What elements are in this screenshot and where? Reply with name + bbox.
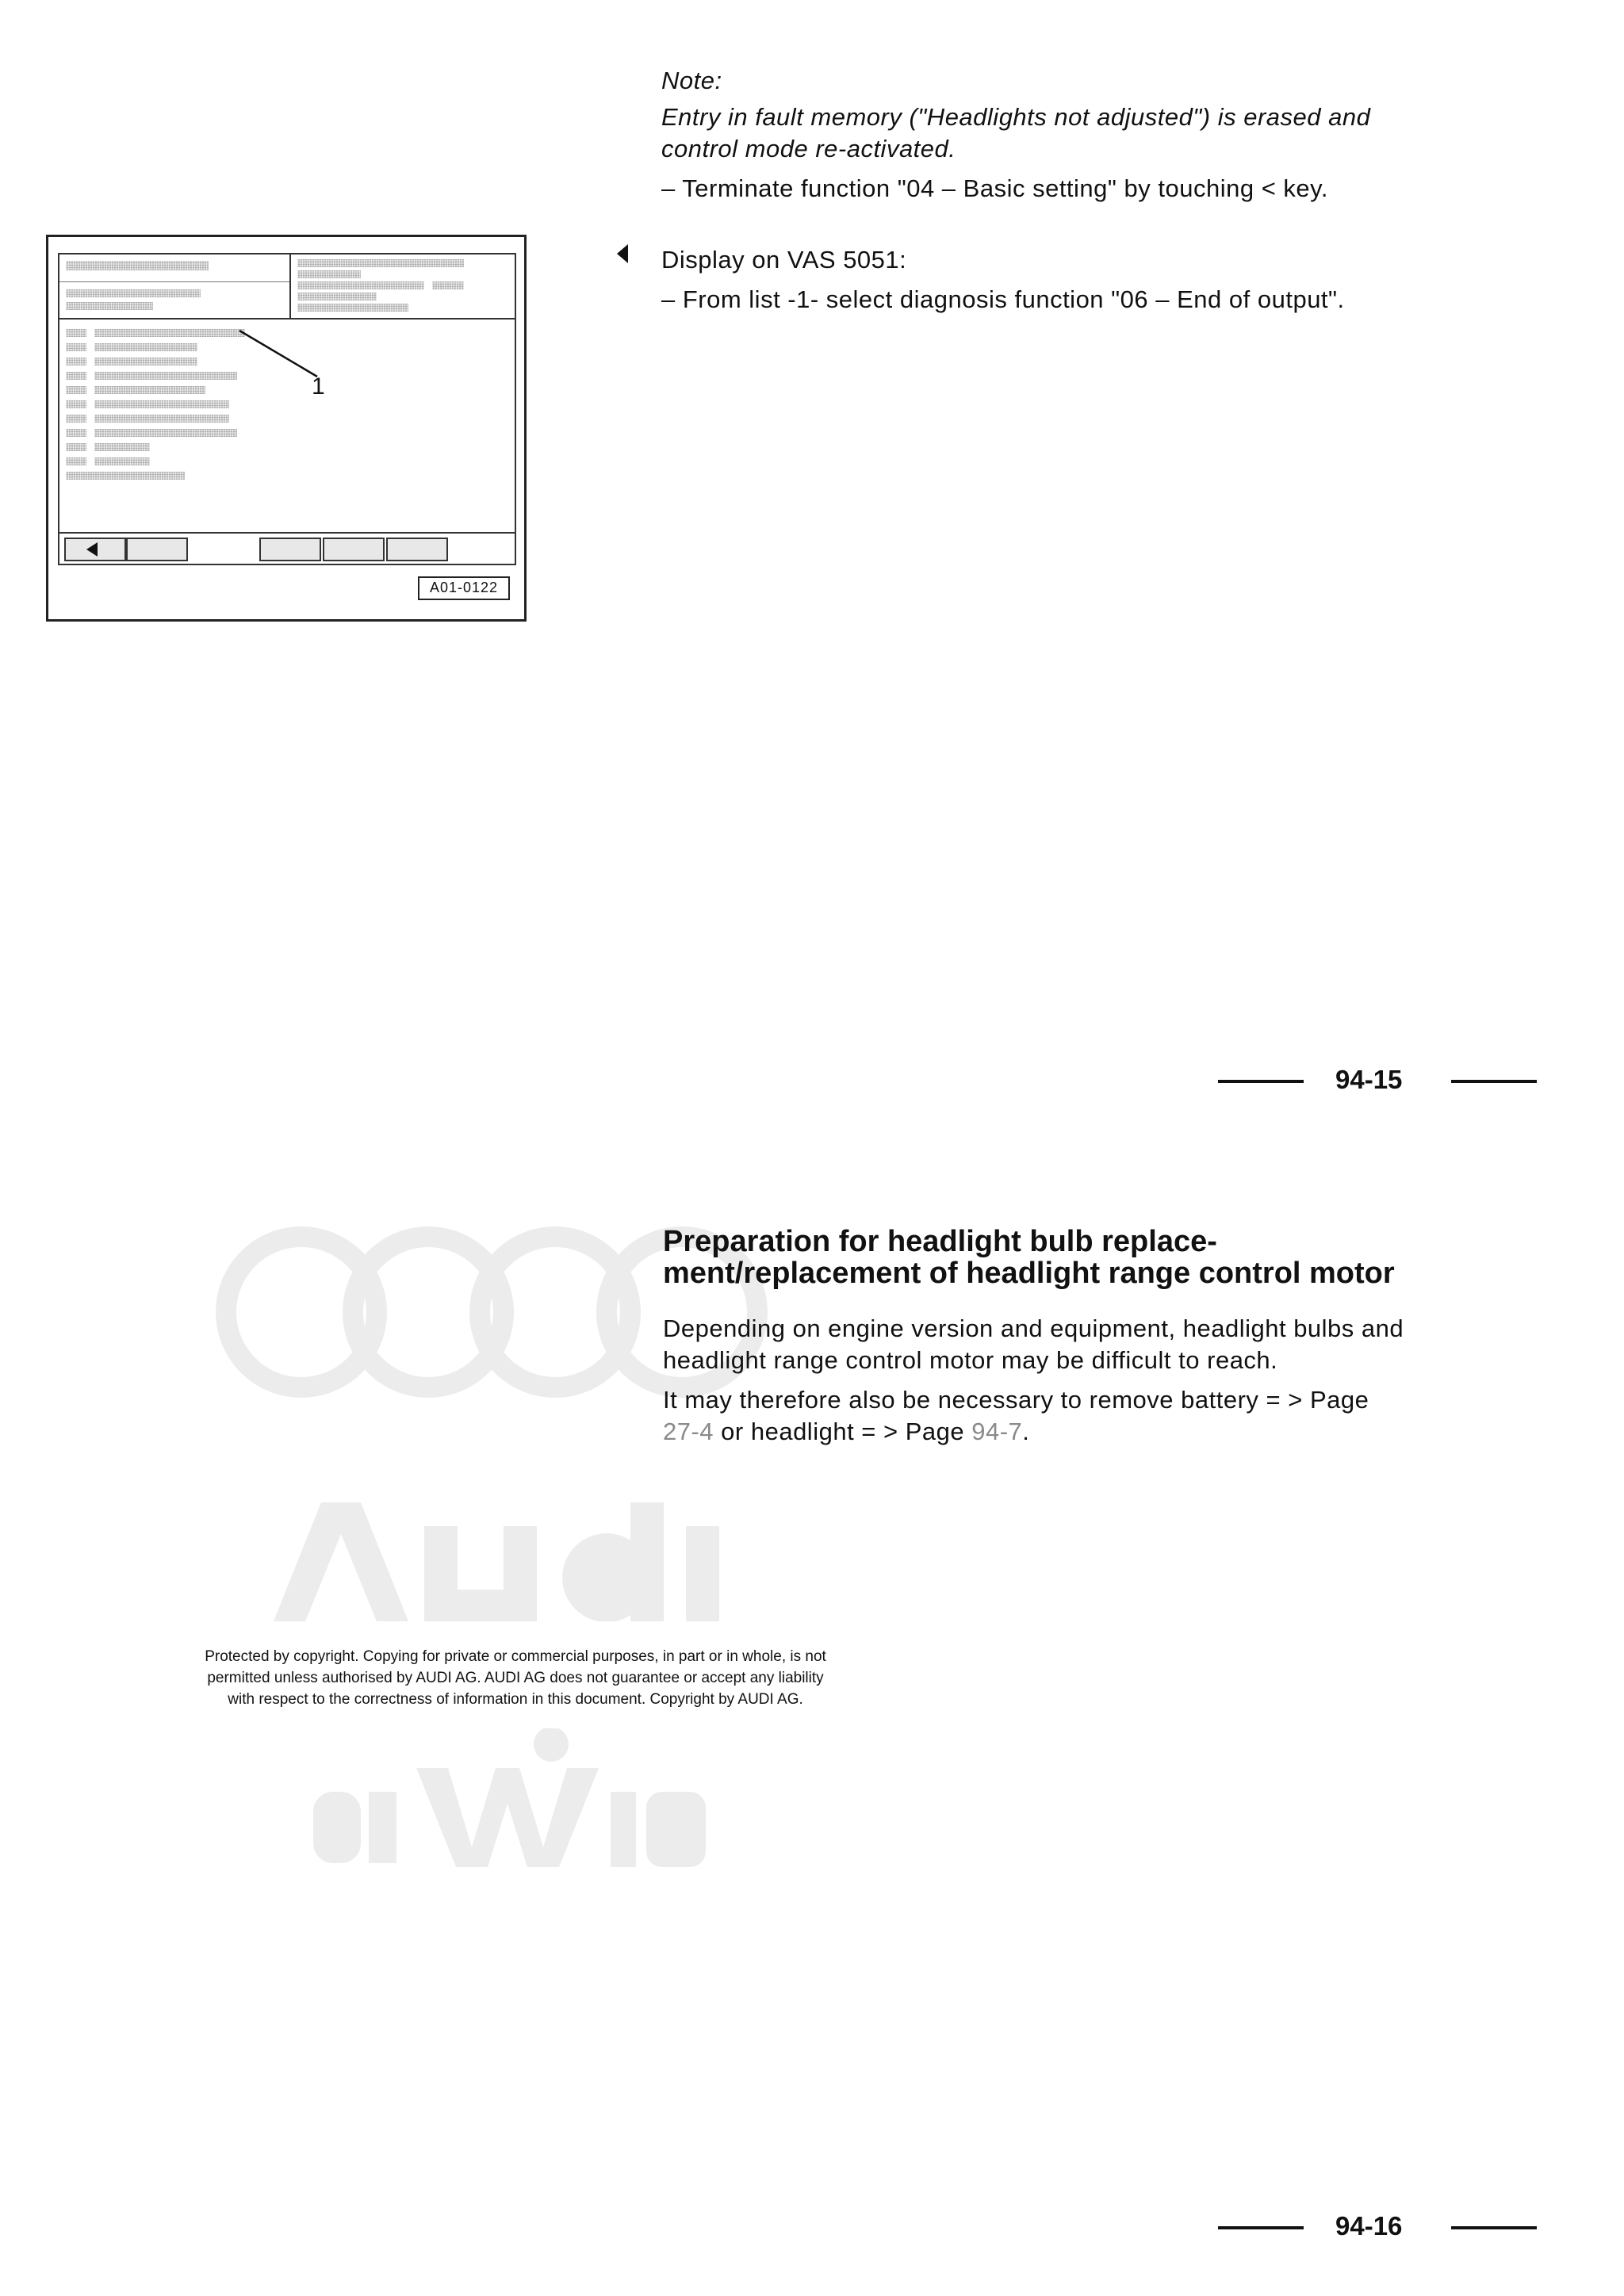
- callout-leader-line: [238, 329, 349, 392]
- page-number-rule-right: [1451, 1080, 1537, 1083]
- toolbar-button[interactable]: [259, 538, 321, 561]
- paragraph-2-line-2: [663, 1416, 1029, 1448]
- list-item[interactable]: [66, 429, 86, 437]
- list-item[interactable]: [66, 343, 86, 351]
- page-number: 94-15: [1335, 1065, 1403, 1094]
- page-number-rule-left: [1218, 1080, 1304, 1083]
- headlight-page-link[interactable]: 94-7: [971, 1418, 1023, 1445]
- note-text-line-1: Entry in fault memory ("Headlights not adjusted") is erased and: [661, 103, 1371, 131]
- toolbar-button[interactable]: [323, 538, 385, 561]
- note-text-line-2: control mode re-activated.: [661, 135, 956, 163]
- page-number: 94-16: [1335, 2211, 1403, 2241]
- list-item[interactable]: [66, 472, 185, 480]
- list-item[interactable]: [94, 343, 197, 351]
- section-heading-line-2: ment/replacement of headlight range control motor: [663, 1257, 1395, 1290]
- list-item[interactable]: [94, 443, 150, 451]
- header-right-text-5: [297, 293, 377, 300]
- header-right-text-2: [297, 270, 361, 278]
- left-pointer-triangle-icon: [617, 244, 628, 263]
- list-item[interactable]: [66, 386, 86, 394]
- list-item[interactable]: [94, 386, 205, 394]
- note-label: Note:: [661, 67, 722, 94]
- header-right-text-3: [297, 281, 424, 289]
- copyright-notice: [111, 1646, 920, 1710]
- display-label: Display on VAS 5051:: [661, 246, 907, 274]
- callout-number: 1: [312, 373, 325, 400]
- paragraph-2-end: .: [1022, 1418, 1030, 1445]
- list-item[interactable]: [66, 443, 86, 451]
- header-right-text-1: [297, 259, 464, 267]
- header-left-text-2: [66, 289, 201, 297]
- battery-page-link[interactable]: 27-4: [663, 1418, 714, 1445]
- list-item[interactable]: [94, 329, 245, 337]
- copyright-line-1: Protected by copyright. Copying for private or commercial purposes, in part or in whole, is not: [205, 1648, 826, 1665]
- back-button[interactable]: [64, 538, 126, 561]
- paragraph-2-line-1: It may therefore also be necessary to remove battery = > Page: [663, 1386, 1369, 1414]
- header-left-text-1: [66, 261, 209, 270]
- button-bar-divider: [59, 532, 515, 534]
- header-left-divider: [59, 281, 289, 282]
- audi-logo-watermark: [274, 1502, 726, 1621]
- list-item[interactable]: [94, 400, 229, 408]
- vas-5051-screen-figure: [46, 235, 527, 622]
- paragraph-1-line-2: headlight range control motor may be difficult to reach.: [663, 1346, 1278, 1374]
- copyright-line-3: with respect to the correctness of information in this document. Copyright by AUDI AG.: [228, 1691, 803, 1708]
- vas-screen-display: [58, 253, 516, 565]
- copyright-line-2: permitted unless authorised by AUDI AG. AUDI AG does not guarantee or accept any liability: [207, 1670, 824, 1686]
- left-arrow-icon: [86, 542, 104, 557]
- erwin-logo-watermark: [313, 1728, 710, 1871]
- figure-id-label: A01-0122: [418, 576, 510, 600]
- page-number-rule-left: [1218, 2226, 1304, 2229]
- list-item[interactable]: [94, 358, 197, 365]
- list-item[interactable]: [66, 372, 86, 380]
- paragraph-2-mid-text: or headlight = > Page: [721, 1418, 965, 1445]
- toolbar-button[interactable]: [126, 538, 188, 561]
- header-right-text-4: [432, 281, 464, 289]
- list-item[interactable]: [94, 429, 237, 437]
- step-select-function: – From list -1- select diagnosis function "06 – End of output".: [661, 285, 1345, 313]
- list-item[interactable]: [66, 358, 86, 365]
- list-item[interactable]: [66, 457, 86, 465]
- section-heading-line-1: Preparation for headlight bulb replace-: [663, 1225, 1217, 1258]
- header-left-text-3: [66, 302, 153, 310]
- step-terminate-function: – Terminate function "04 – Basic setting" by touching < key.: [661, 174, 1328, 202]
- toolbar-button[interactable]: [386, 538, 448, 561]
- list-item[interactable]: [66, 415, 86, 423]
- list-item[interactable]: [66, 400, 86, 408]
- screen-header-split: [289, 254, 291, 318]
- screen-header-divider: [59, 318, 515, 320]
- list-item[interactable]: [94, 372, 237, 380]
- page-number-rule-right: [1451, 2226, 1537, 2229]
- list-item[interactable]: [66, 329, 86, 337]
- list-item[interactable]: [94, 457, 150, 465]
- paragraph-1-line-1: Depending on engine version and equipment, headlight bulbs and: [663, 1314, 1404, 1342]
- header-right-text-6: [297, 304, 408, 312]
- list-item[interactable]: [94, 415, 229, 423]
